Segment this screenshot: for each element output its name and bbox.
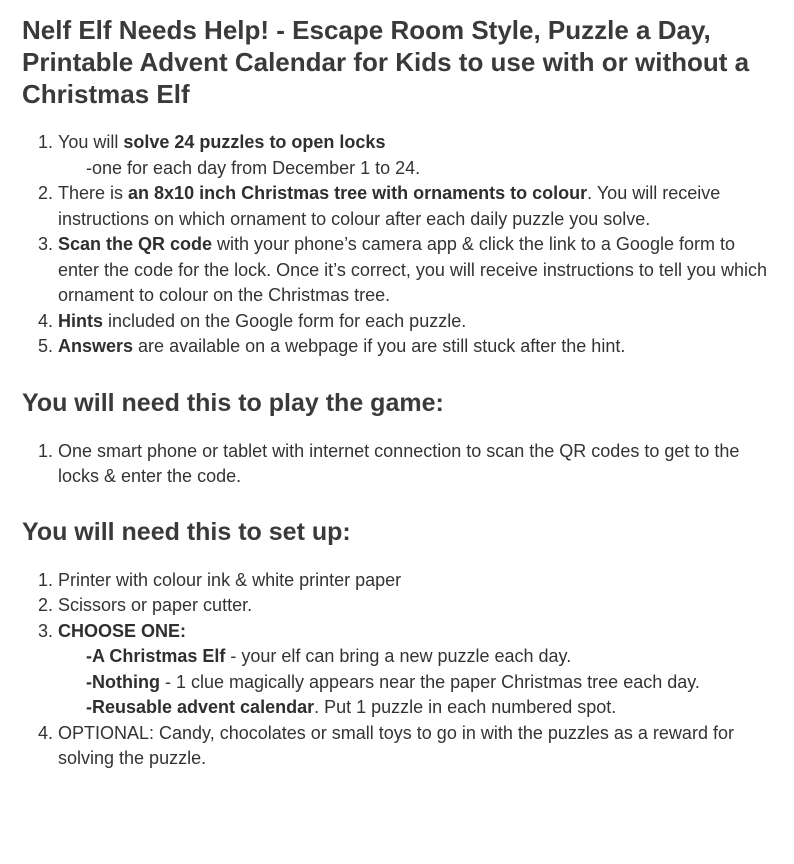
item-bold-text: Hints: [58, 310, 103, 331]
item-text: included on the Google form for each puzzle.: [103, 310, 467, 331]
item-bold-text: Scan the QR code: [58, 234, 213, 254]
option-bold-text: -A Christmas Elf: [86, 646, 226, 666]
option-text: . Put 1 puzzle in each numbered spot.: [314, 697, 617, 717]
page-title: Nelf Elf Needs Help! - Escape Room Style, Puzzle a Day, Printable Advent Calendar for Kids to use with or without a Christmas Elf: [22, 15, 750, 109]
item-text: . You will receive instructions on which ornament to colour after each daily puzzle you solve.: [58, 183, 721, 229]
list-item: 1. One smart phone or tablet with internet connection to scan the QR codes to get to the locks & enter the code.: [58, 439, 772, 490]
list-item: [58, 309, 772, 335]
option-bold-text: -Reusable advent calendar: [86, 697, 315, 717]
item-text: are available on a webpage if you are still stuck after the hint.: [133, 336, 626, 356]
play-list: [22, 439, 772, 490]
option-line: [58, 644, 772, 670]
option-text: - your elf can bring a new puzzle each day.: [225, 646, 572, 666]
option-text: - 1 clue magically appears near the paper Christmas tree each day.: [159, 671, 700, 692]
list-item: 2. Scissors or paper cutter.: [58, 593, 772, 619]
item-text: with your phone’s camera app & click the link to a Google form to enter the code for the lock. Once it’s correct, you will receive instructions to tell you which ornament to colour on the Christmas tree.: [58, 234, 767, 305]
item-bold-text: solve 24 puzzles to open locks: [123, 132, 386, 152]
option-line: [58, 670, 772, 696]
option-bold-text: -Nothing: [86, 671, 160, 692]
item-bold-text: an 8x10 inch Christmas tree with ornaments to colour: [128, 183, 588, 203]
setup-list: [22, 568, 772, 772]
list-item: [58, 181, 772, 232]
list-item: [58, 334, 772, 360]
item-bold-text: Answers: [58, 336, 134, 356]
list-item: [58, 130, 772, 181]
item-text: There is: [58, 183, 129, 203]
play-heading: You will need this to play the game:: [22, 388, 444, 417]
item-text: You will: [58, 132, 124, 152]
list-item: 4. OPTIONAL: Candy, chocolates or small toys to go in with the puzzles as a reward for solving the puzzle.: [58, 721, 772, 772]
list-item: [58, 619, 772, 721]
list-item: 1. Printer with colour ink & white printer paper: [58, 568, 772, 594]
item-bold-text: CHOOSE ONE:: [58, 620, 187, 641]
list-item: [58, 232, 772, 309]
setup-heading: You will need this to set up:: [22, 517, 351, 546]
item-subtext: -one for each day from December 1 to 24.: [86, 157, 421, 178]
features-list: [22, 130, 772, 360]
option-line: [58, 695, 772, 721]
